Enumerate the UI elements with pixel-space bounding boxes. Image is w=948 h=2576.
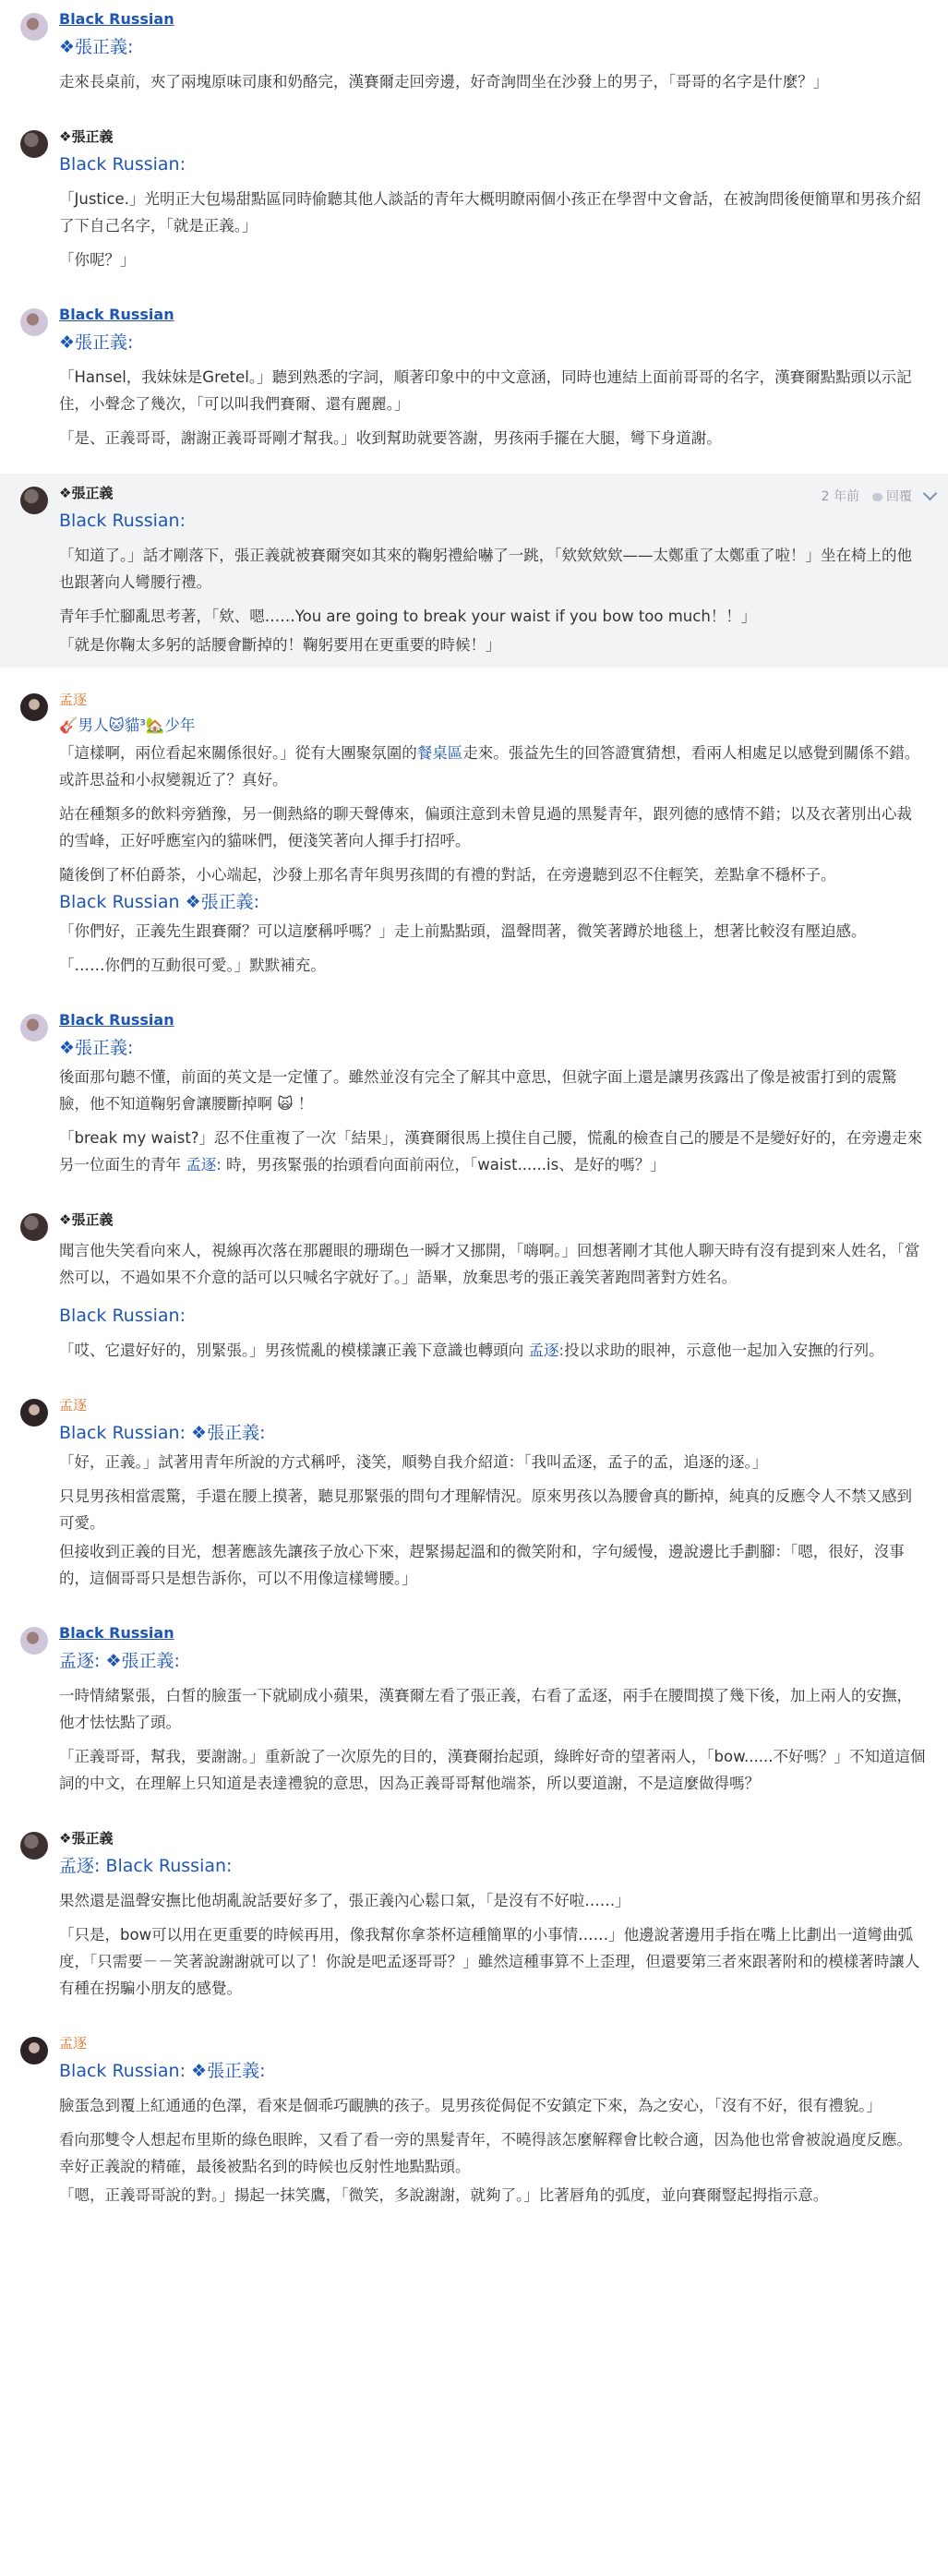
avatar[interactable] xyxy=(20,2037,48,2064)
comment-post xyxy=(0,2024,948,2218)
reply-icon xyxy=(872,493,882,501)
reply-mention[interactable]: ❖張正義: xyxy=(59,37,134,57)
comment-post xyxy=(0,1614,948,1806)
avatar[interactable] xyxy=(20,13,48,41)
comment-post xyxy=(0,295,948,461)
user-tags: 🎸男人🐱貓³🏡少年 xyxy=(59,716,196,734)
avatar[interactable] xyxy=(20,1213,48,1241)
comment-text: 看向那雙令人想起布里斯的綠色眼眸，又看了看一旁的黑髮青年，不曉得該怎麼解釋會比較合適，因為他也常會被說過度反應。幸好正義說的精確，最後被點名到的時候也反射性地點點頭。 xyxy=(59,2131,912,2175)
avatar[interactable] xyxy=(20,1627,48,1655)
reply-mention[interactable]: Black Russian: xyxy=(59,1306,186,1326)
reply-mention[interactable]: Black Russian: ❖張正義: xyxy=(59,2061,266,2081)
author-name[interactable]: ❖張正義 xyxy=(59,485,114,501)
avatar[interactable] xyxy=(20,308,48,336)
reply-label: 回覆 xyxy=(886,489,912,504)
avatar[interactable] xyxy=(20,693,48,721)
comment-text: 果然還是溫聲安撫比他胡亂說話要好多了，張正義內心鬆口氣，「是沒有不好啦……」 xyxy=(59,1892,630,1909)
reply-mention[interactable]: 孟逐: Black Russian: xyxy=(59,1856,233,1876)
comment-text: 但接收到正義的目光，想著應該先讓孩子放心下來，趕緊揚起溫和的微笑附和，字句緩慢，邊說邊比手劃腳：「嗯，很好，沒事的，這個哥哥只是想告訴你，可以不用像這樣彎腰。」 xyxy=(59,1543,905,1587)
comment-text: 「Justice.」光明正大包場甜點區同時偷聽其他人談話的青年大概明瞭兩個小孩正在學習中文會話，在被詢問後便簡單和男孩介紹了下自己名字，「就是正義。」 xyxy=(59,190,921,235)
text-segment: 走來。張益先生的回答證實猜想，看兩人相處足以感覺到關係不錯。或許思益和小叔變親近了？真好。 xyxy=(59,744,920,788)
comment-text: 「是、正義哥哥，謝謝正義哥哥剛才幫我。」收到幫助就要答謝，男孩兩手擺在大腿，彎下身道謝。 xyxy=(59,429,722,447)
avatar[interactable] xyxy=(20,1014,48,1041)
comment-text: 站在種類多的飲料旁猶豫，另一側熱絡的聊天聲傳來，偏頭注意到未曾見過的黑髮青年，跟列德的感情不錯；以及衣著別出心裁的雪峰，正好呼應室內的貓咪們，便淺笑著向人揮手打招呼。 xyxy=(59,805,912,849)
reply-button[interactable] xyxy=(872,487,912,505)
text-segment: 「哎、它還好好的，別緊張。」男孩慌亂的模樣讓正義下意識也轉頭向 xyxy=(59,1342,529,1359)
reply-mention[interactable]: ❖張正義: xyxy=(59,1038,134,1058)
comment-text: 臉蛋急到覆上紅通通的色澤，看來是個乖巧靦腆的孩子。見男孩從侷促不安鎮定下來，為之安心，「沒有不好，很有禮貌。」 xyxy=(59,2097,882,2114)
comment-text: 一時情緒緊張，白皙的臉蛋一下就刷成小蘋果，漢賽爾左看了張正義，右看了孟逐，兩手在腰間摸了幾下後，加上兩人的安撫，他才怯怯點了頭。 xyxy=(59,1687,912,1731)
timestamp: 2 年前 xyxy=(821,489,859,504)
comment-text: 後面那句聽不懂，前面的英文是一定懂了。雖然並沒有完全了解其中意思，但就字面上還是讓男孩露出了像是被雷打到的震驚臉，他不知道鞠躬會讓腰斷掉啊 🙀 ！ xyxy=(59,1068,897,1113)
reply-mention[interactable]: Black Russian ❖張正義: xyxy=(59,892,260,912)
avatar[interactable] xyxy=(20,1832,48,1860)
author-name[interactable]: Black Russian xyxy=(59,10,174,28)
author-name[interactable]: 孟逐 xyxy=(59,692,88,708)
text-segment: 投以求助的眼神，示意他一起加入安撫的行列。 xyxy=(564,1342,884,1359)
comment-post-highlighted xyxy=(0,474,948,668)
reply-mention[interactable]: Black Russian: xyxy=(59,511,186,531)
reply-mention[interactable]: ❖張正義: xyxy=(59,332,134,353)
text-segment: 時，男孩緊張的抬頭看向面前兩位，「waist......is、是好的嗎？」 xyxy=(221,1156,666,1174)
text-segment: 「這樣啊，兩位看起來關係很好。」從有大團聚氛圍的 xyxy=(59,744,417,762)
author-name[interactable]: 孟逐 xyxy=(59,2035,88,2052)
comment-post xyxy=(0,0,948,104)
chevron-down-icon[interactable] xyxy=(923,487,938,501)
avatar[interactable] xyxy=(20,1399,48,1426)
comment-text: 「Hansel，我妹妹是Gretel。」聽到熟悉的字詞，順著印象中的中文意涵，同時也連結上面前哥哥的名字，漢賽爾點點頭以示記住，小聲念了幾次，「可以叫我們賽爾、還有麗麗。」 xyxy=(59,368,912,413)
comment-text: 「……你們的互動很可愛。」默默補充。 xyxy=(59,957,326,974)
avatar[interactable] xyxy=(20,130,48,158)
author-name[interactable]: Black Russian xyxy=(59,1624,174,1642)
comment-text: 「你呢？」 xyxy=(59,251,136,269)
author-name[interactable]: Black Russian xyxy=(59,1011,174,1029)
comment-text: 「就是你鞠太多躬的話腰會斷掉的！鞠躬要用在更重要的時候！」 xyxy=(59,636,501,654)
author-name[interactable]: ❖張正義 xyxy=(59,1830,114,1847)
reply-mention[interactable]: 孟逐: ❖張正義: xyxy=(59,1651,180,1671)
comment-text xyxy=(59,1125,926,1178)
comment-text: 「正義哥哥，幫我，要謝謝。」重新說了一次原先的目的，漢賽爾抬起頭，綠眸好奇的望著兩人，「bow......不好嗎？」不知道這個詞的中文，在理解上只知道是表達禮貌的意思，因為正義哥哥幫他端茶，所以要道謝，不是這麼做得嗎？ xyxy=(59,1748,926,1792)
avatar[interactable] xyxy=(20,487,48,514)
reply-mention[interactable]: Black Russian: ❖張正義: xyxy=(59,1423,266,1443)
comment-meta xyxy=(822,487,935,505)
comment-text: 「知道了。」話才剛落下，張正義就被賽爾突如其來的鞠躬禮給嚇了一跳，「欸欸欸欸——太鄭重了太鄭重了啦！」坐在椅上的他也跟著向人彎腰行禮。 xyxy=(59,547,912,591)
user-mention[interactable]: 孟逐: xyxy=(528,1342,565,1359)
comment-post xyxy=(0,680,948,988)
reply-mention[interactable]: Black Russian: xyxy=(59,154,186,175)
comment-text: 青年手忙腳亂思考著，「欸、嗯……You are going to break your waist if you bow too much！！」 xyxy=(59,608,757,625)
comment-post xyxy=(0,1819,948,2011)
comment-text: 走來長桌前，夾了兩塊原味司康和奶酪完，漢賽爾走回旁邊，好奇詢問坐在沙發上的男子，「哥哥的名字是什麼？」 xyxy=(59,73,829,90)
comment-text: 「你們好，正義先生跟賽爾？可以這麼稱呼嗎？」走上前點點頭，溫聲問著，微笑著蹲於地毯上，想著比較沒有壓迫感。 xyxy=(59,922,867,940)
comment-text: 「嗯，正義哥哥說的對。」揚起一抹笑鷹，「微笑，多說謝謝，就夠了。」比著唇角的弧度，並向賽爾豎起拇指示意。 xyxy=(59,2186,829,2204)
author-name[interactable]: ❖張正義 xyxy=(59,1211,114,1228)
user-mention[interactable]: 孟逐: xyxy=(186,1156,222,1174)
location-link[interactable]: 餐桌區 xyxy=(416,744,463,762)
comment-post xyxy=(0,1386,948,1601)
author-name[interactable]: 孟逐 xyxy=(59,1397,88,1414)
comment-text: 聞言他失笑看向來人，視線再次落在那麗眼的珊瑚色一瞬才又挪開，「嗨啊。」回想著剛才其他人聊天時有沒有提到來人姓名，「當然可以，不過如果不介意的話可以只喊名字就好了。」語畢，放棄思考的張正義笑著跑問著對方姓名。 xyxy=(59,1242,920,1286)
comment-post xyxy=(0,1001,948,1187)
comment-text: 「好，正義。」試著用青年所說的方式稱呼，淺笑，順勢自我介紹道：「我叫孟逐，孟子的孟，追逐的逐。」 xyxy=(59,1453,768,1471)
comment-post xyxy=(0,1200,948,1373)
comment-text xyxy=(59,1337,926,1364)
author-name[interactable]: ❖張正義 xyxy=(59,128,114,145)
comment-text xyxy=(59,740,926,793)
comment-text: 「只是，bow可以用在更重要的時候再用，像我幫你拿茶杯這種簡單的小事情……」他邊說著邊用手指在嘴上比劃出一道彎曲弧度，「只需要－－笑著說謝謝就可以了！你說是吧孟逐哥哥？」雖然這種事算不上歪理，但還要第三者來跟著附和的模樣著時讓人有種在拐騙小朋友的感覺。 xyxy=(59,1926,920,1997)
text-segment: 「break my waist?」忍不住重複了一次「結果」，漢賽爾很馬上摸住自己腰，慌亂的檢查自己的腰是不是變好好的，在旁邊走來另一位面生的青年 xyxy=(59,1129,923,1174)
comment-post xyxy=(0,117,948,283)
comment-text: 只見男孩相當震驚，手還在腰上摸著，聽見那緊張的問句才理解情況。原來男孩以為腰會真的斷掉，純真的反應令人不禁又感到可愛。 xyxy=(59,1487,912,1532)
author-name[interactable]: Black Russian xyxy=(59,306,174,323)
comment-text: 隨後倒了杯伯爵茶，小心端起，沙發上那名青年與男孩間的有禮的對話，在旁邊聽到忍不住輕笑，差點拿不穩杯子。 xyxy=(59,866,836,884)
